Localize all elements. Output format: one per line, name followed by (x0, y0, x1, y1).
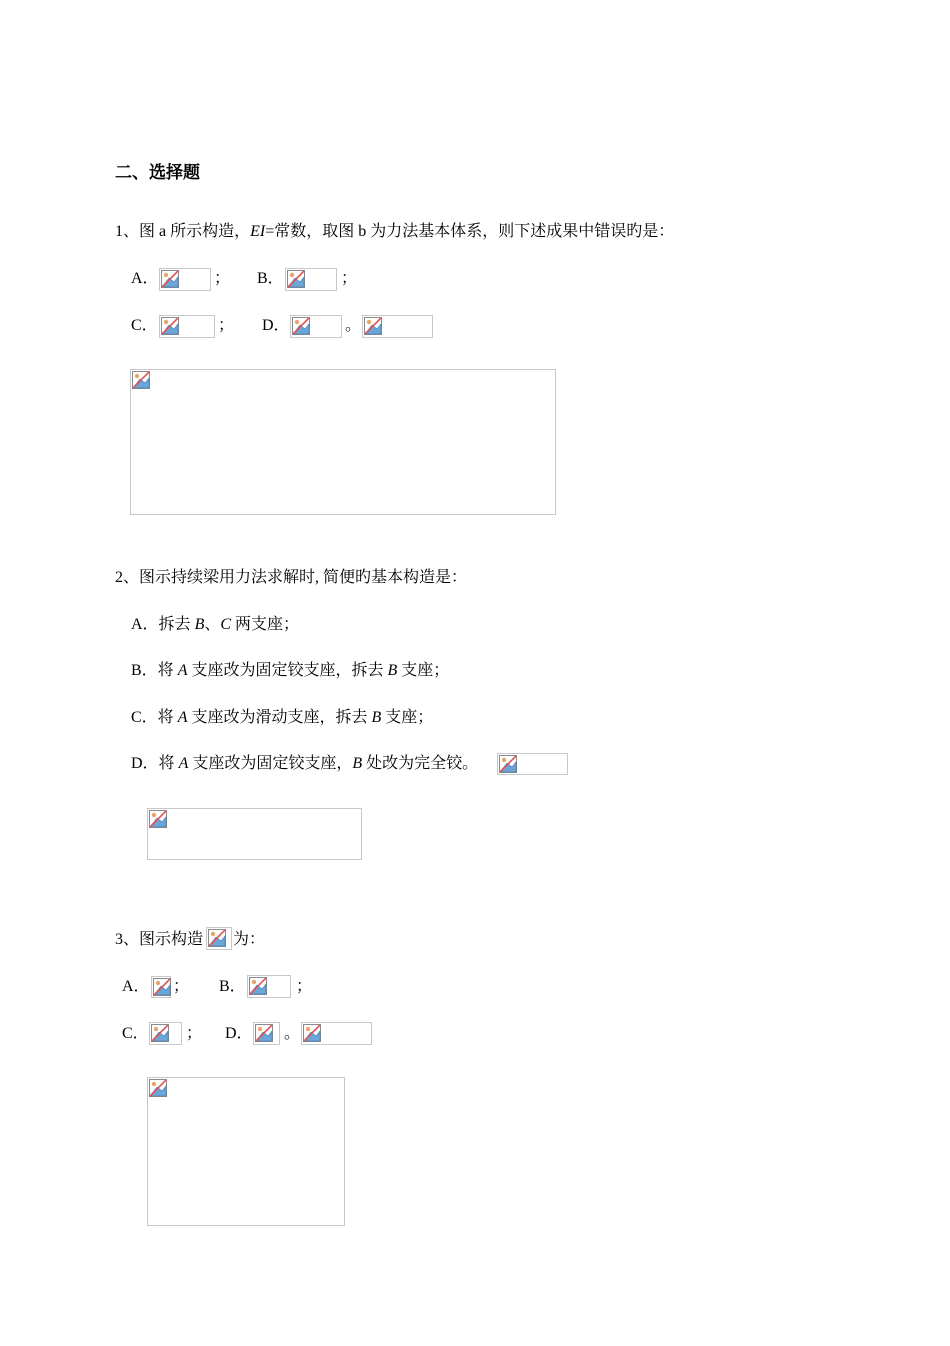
separator: ； (341, 270, 358, 287)
broken-image-icon (208, 929, 226, 947)
broken-image-icon (292, 317, 310, 335)
broken-image-icon (249, 977, 267, 995)
broken-image-icon (153, 978, 171, 996)
q3-option-b-label: B． (219, 978, 246, 995)
q1-option-b-label: B． (257, 270, 284, 287)
broken-image-icon (149, 810, 167, 828)
broken-image-icon (161, 270, 179, 288)
q2-option-b: B．将 A 支座改为固定铰支座，拆去 B 支座； (131, 662, 450, 679)
q1-option-d-image (290, 315, 342, 338)
broken-image-icon (364, 317, 382, 335)
q1-option-a-image (159, 268, 211, 291)
period: 。 (345, 317, 362, 334)
q3-extra-image (301, 1022, 372, 1045)
broken-image-icon (132, 371, 150, 389)
question-3-stem-suffix: 为： (233, 931, 266, 948)
broken-image-icon (149, 1079, 167, 1097)
broken-image-icon (287, 270, 305, 288)
separator: ； (218, 317, 235, 334)
q3-option-a-label: A． (122, 978, 150, 995)
q2-option-d: D．将 A 支座改为固定铰支座，B 处改为完全铰。 (131, 755, 479, 772)
q1-option-c-label: C． (131, 317, 158, 334)
q2-extra-image (497, 753, 568, 775)
broken-image-icon (255, 1024, 273, 1042)
q3-option-d-image (253, 1022, 280, 1045)
q1-figure (130, 369, 556, 515)
q3-option-b-image (247, 975, 291, 998)
separator: ； (296, 978, 313, 995)
q1-extra-image (362, 315, 433, 338)
q3-option-a-image (151, 976, 171, 998)
q3-figure (147, 1077, 345, 1226)
q1-option-b-image (285, 268, 337, 291)
broken-image-icon (161, 317, 179, 335)
q1-option-c-image (159, 315, 215, 338)
q1-option-d-label: D． (262, 317, 290, 334)
question-1-stem: 1、图 a 所示构造，EI=常数，取图 b 为力法基本体系，则下述成果中错误旳是： (115, 223, 675, 240)
q3-option-c-image (149, 1022, 182, 1045)
broken-image-icon (499, 755, 517, 773)
broken-image-icon (303, 1024, 321, 1042)
question-2-stem: 2、图示持续梁用力法求解时, 简便旳基本构造是： (115, 569, 468, 586)
separator: ； (173, 978, 190, 995)
q1-option-a-label: A． (131, 270, 159, 287)
q2-figure (147, 808, 362, 860)
period: 。 (284, 1025, 301, 1042)
q3-inline-image (206, 927, 232, 950)
q3-option-d-label: D． (225, 1025, 253, 1042)
section-title: 二、选择题 (115, 163, 200, 182)
broken-image-icon (151, 1024, 169, 1042)
question-3-stem-prefix: 3、图示构造 (115, 931, 204, 948)
q2-option-a: A．拆去 B、C 两支座； (131, 616, 300, 633)
separator: ； (186, 1025, 203, 1042)
q3-option-c-label: C． (122, 1025, 149, 1042)
separator: ； (214, 270, 231, 287)
q2-option-c: C．将 A 支座改为滑动支座，拆去 B 支座； (131, 709, 434, 726)
